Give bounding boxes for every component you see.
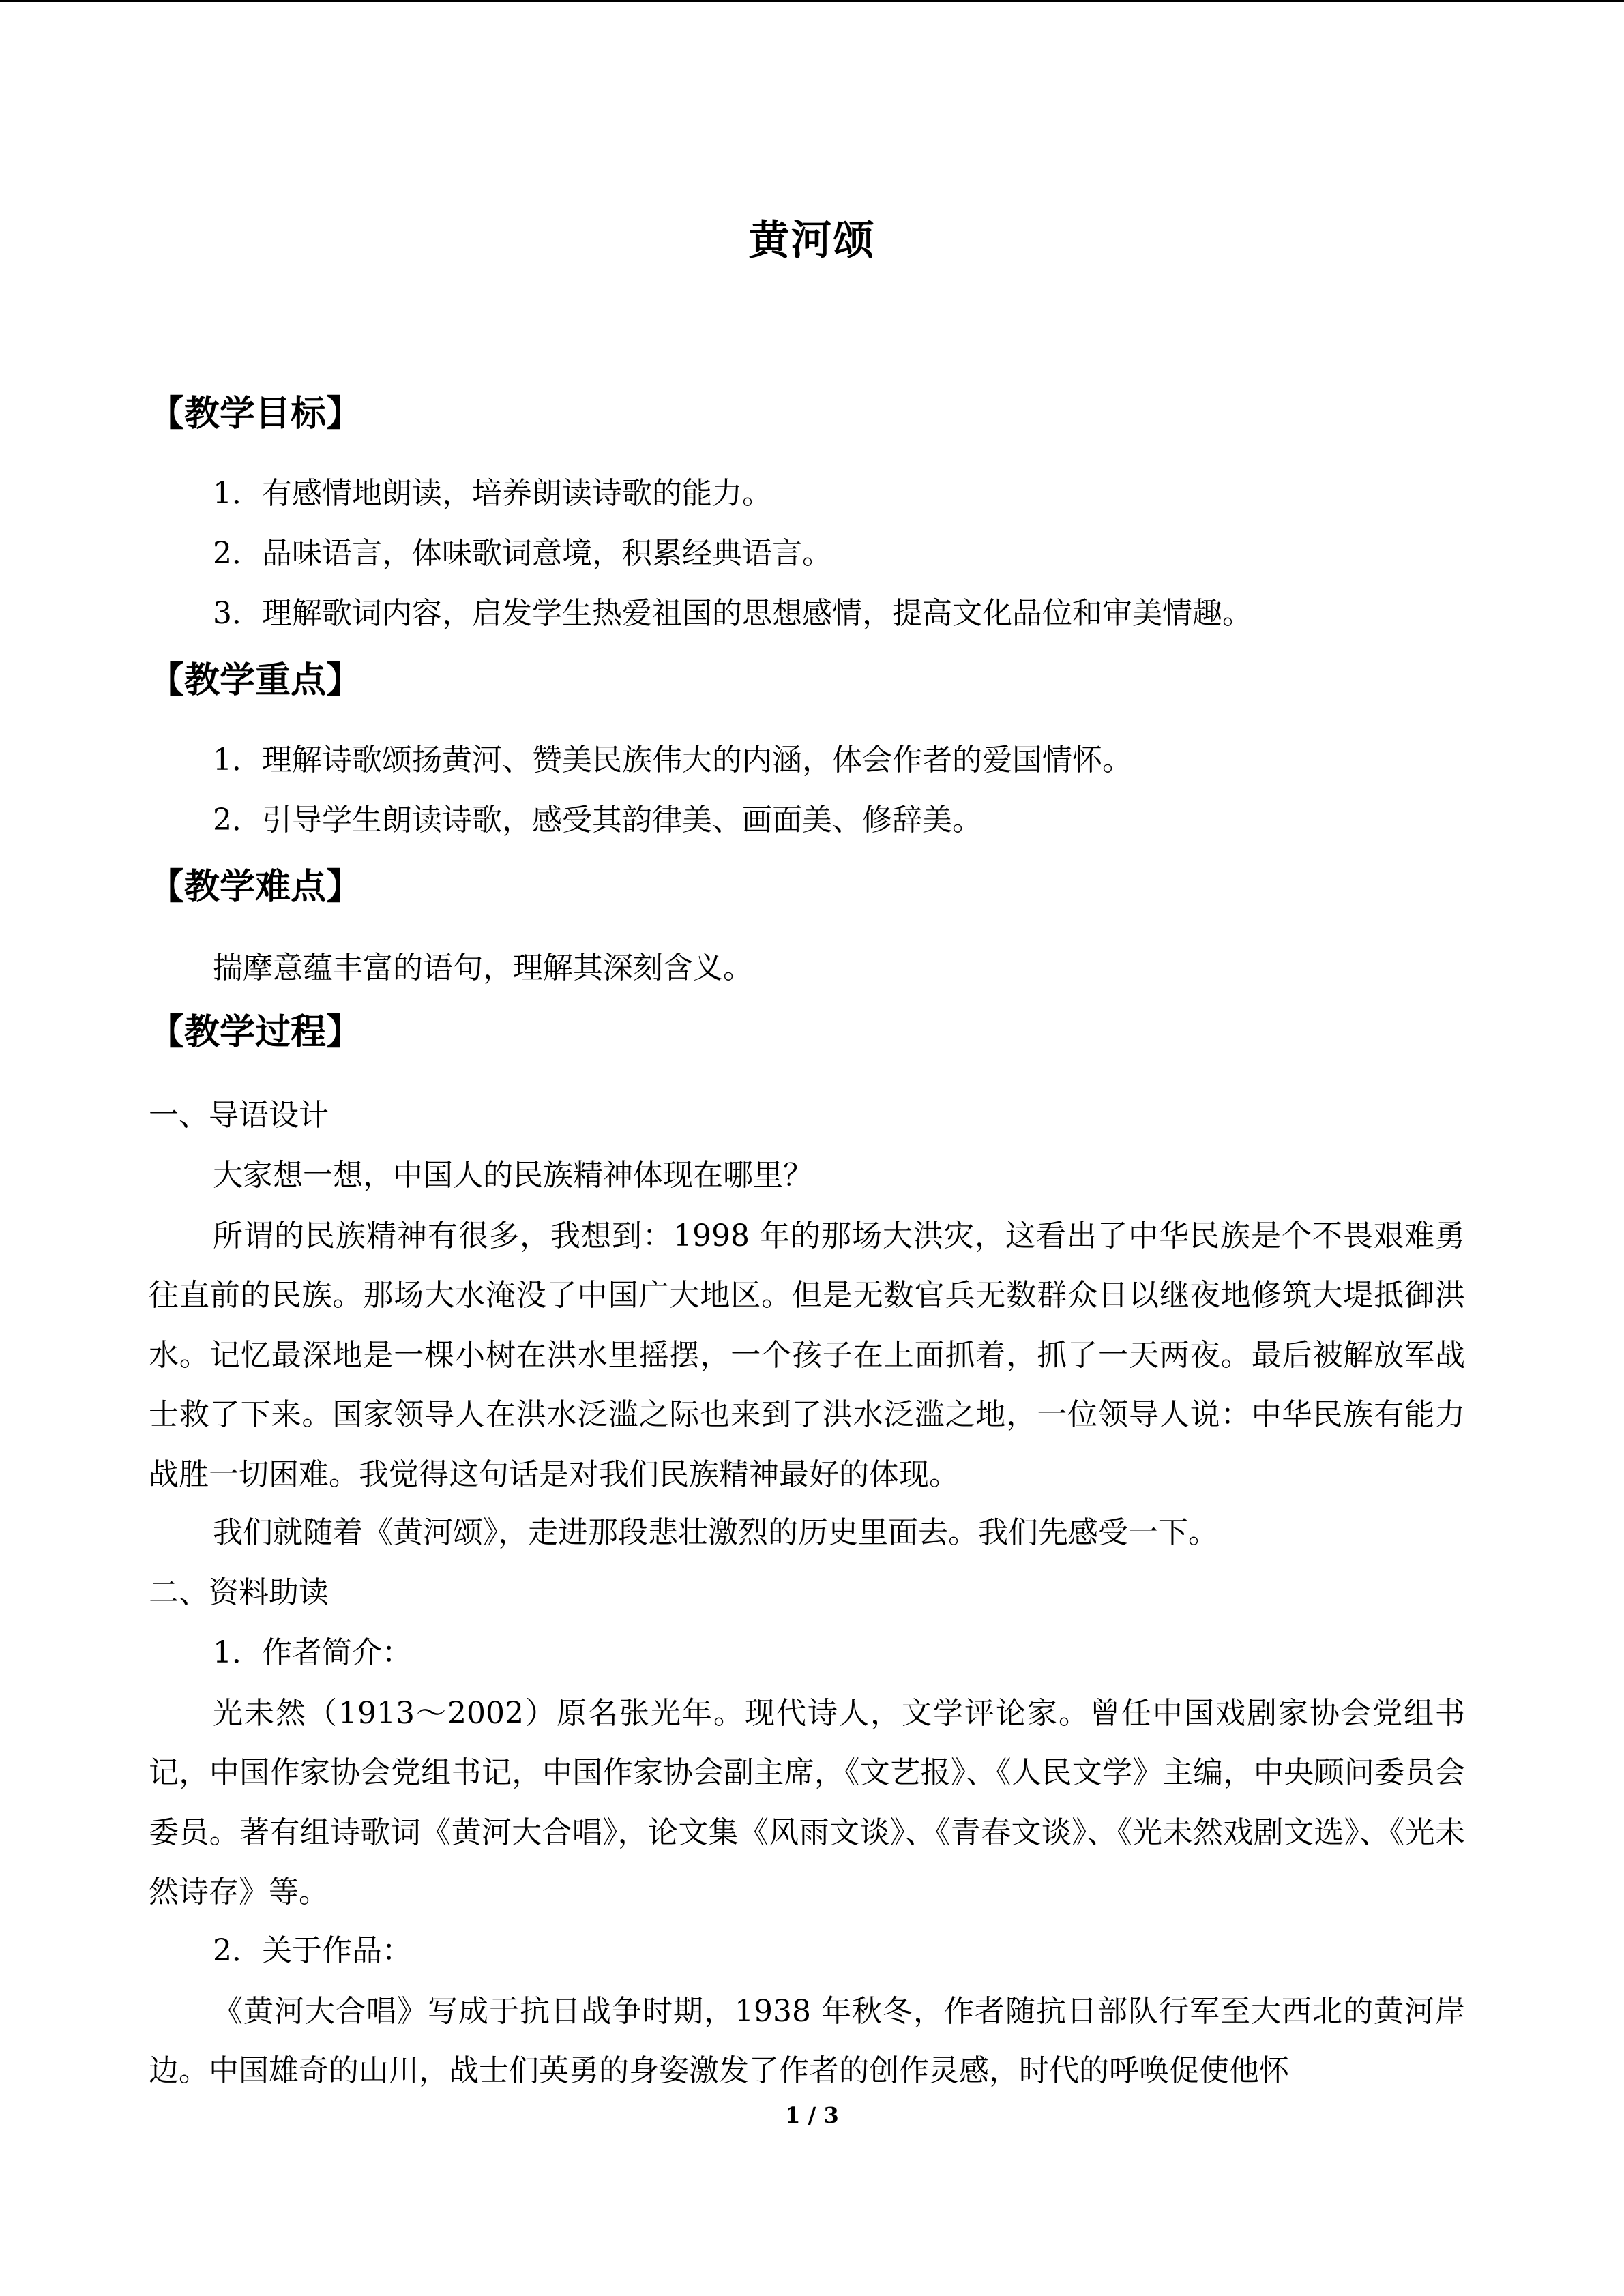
heading-teaching-focus: 【教学重点】 xyxy=(149,660,362,701)
heading-teaching-process: 【教学过程】 xyxy=(149,1012,362,1053)
author-intro-label: 1．作者简介： xyxy=(213,1635,412,1670)
intro-question: 大家想一想，中国人的民族精神体现在哪里？ xyxy=(213,1158,813,1193)
section-intro-heading: 一、导语设计 xyxy=(149,1098,329,1133)
intro-paragraph: 所谓的民族精神有很多，我想到：1998 年的那场大洪灾，这看出了中华民族是个不畏艰难勇往直前的民族。那场大水淹没了中国广大地区。但是无数官兵无数群众日以继夜地修筑大堤抵御洪水。记忆最深地是一棵小树在洪水里摇摆，一个孩子在上面抓着，抓了一天两夜。最后被解放军战士救了下来。国家领导人在洪水泛滥之际也来到了洪水泛滥之地，一位领导人说：中华民族有能力战胜一切困难。我觉得这句话是对我们民族精神最好的体现。 xyxy=(149,1219,1465,1492)
heading-teaching-difficulty: 【教学难点】 xyxy=(149,867,362,908)
focus-item-1: 1．理解诗歌颂扬黄河、赞美民族伟大的内涵，体会作者的爱国情怀。 xyxy=(213,743,1132,777)
intro-closing: 我们就随着《黄河颂》，走进那段悲壮激烈的历史里面去。我们先感受一下。 xyxy=(213,1515,1218,1550)
focus-item-2: 2．引导学生朗读诗歌，感受其韵律美、画面美、修辞美。 xyxy=(213,803,982,837)
top-border-line xyxy=(0,0,1624,2)
goal-item-3: 3．理解歌词内容，启发学生热爱祖国的思想感情，提高文化品位和审美情趣。 xyxy=(213,596,1252,631)
heading-teaching-goals: 【教学目标】 xyxy=(149,393,362,434)
work-paragraph: 《黄河大合唱》写成于抗日战争时期，1938 年秋冬，作者随抗日部队行军至大西北的黄河岸边。中国雄奇的山川，战士们英勇的身姿激发了作者的创作灵感，时代的呼唤促使他怀 xyxy=(149,1994,1465,2089)
author-paragraph: 光未然（1913～2002）原名张光年。现代诗人，文学评论家。曾任中国戏剧家协会党组书记，中国作家协会党组书记，中国作家协会副主席，《文艺报》、《人民文学》主编，中央顾问委员会委员。著有组诗歌词《黄河大合唱》，论文集《风雨文谈》、《青春文谈》、《光未然戏剧文选》、《光未然诗存》等。 xyxy=(149,1696,1465,1910)
goal-item-2: 2．品味语言，体味歌词意境，积累经典语言。 xyxy=(213,536,832,571)
section-material-heading: 二、资料助读 xyxy=(149,1575,329,1610)
difficulty-text: 揣摩意蕴丰富的语句，理解其深刻含义。 xyxy=(213,951,753,985)
document-title: 黄河颂 xyxy=(748,217,876,265)
page-number: 1 / 3 xyxy=(785,2102,839,2128)
work-intro-label: 2．关于作品： xyxy=(213,1933,412,1968)
goal-item-1: 1．有感情地朗读，培养朗读诗歌的能力。 xyxy=(213,476,772,511)
